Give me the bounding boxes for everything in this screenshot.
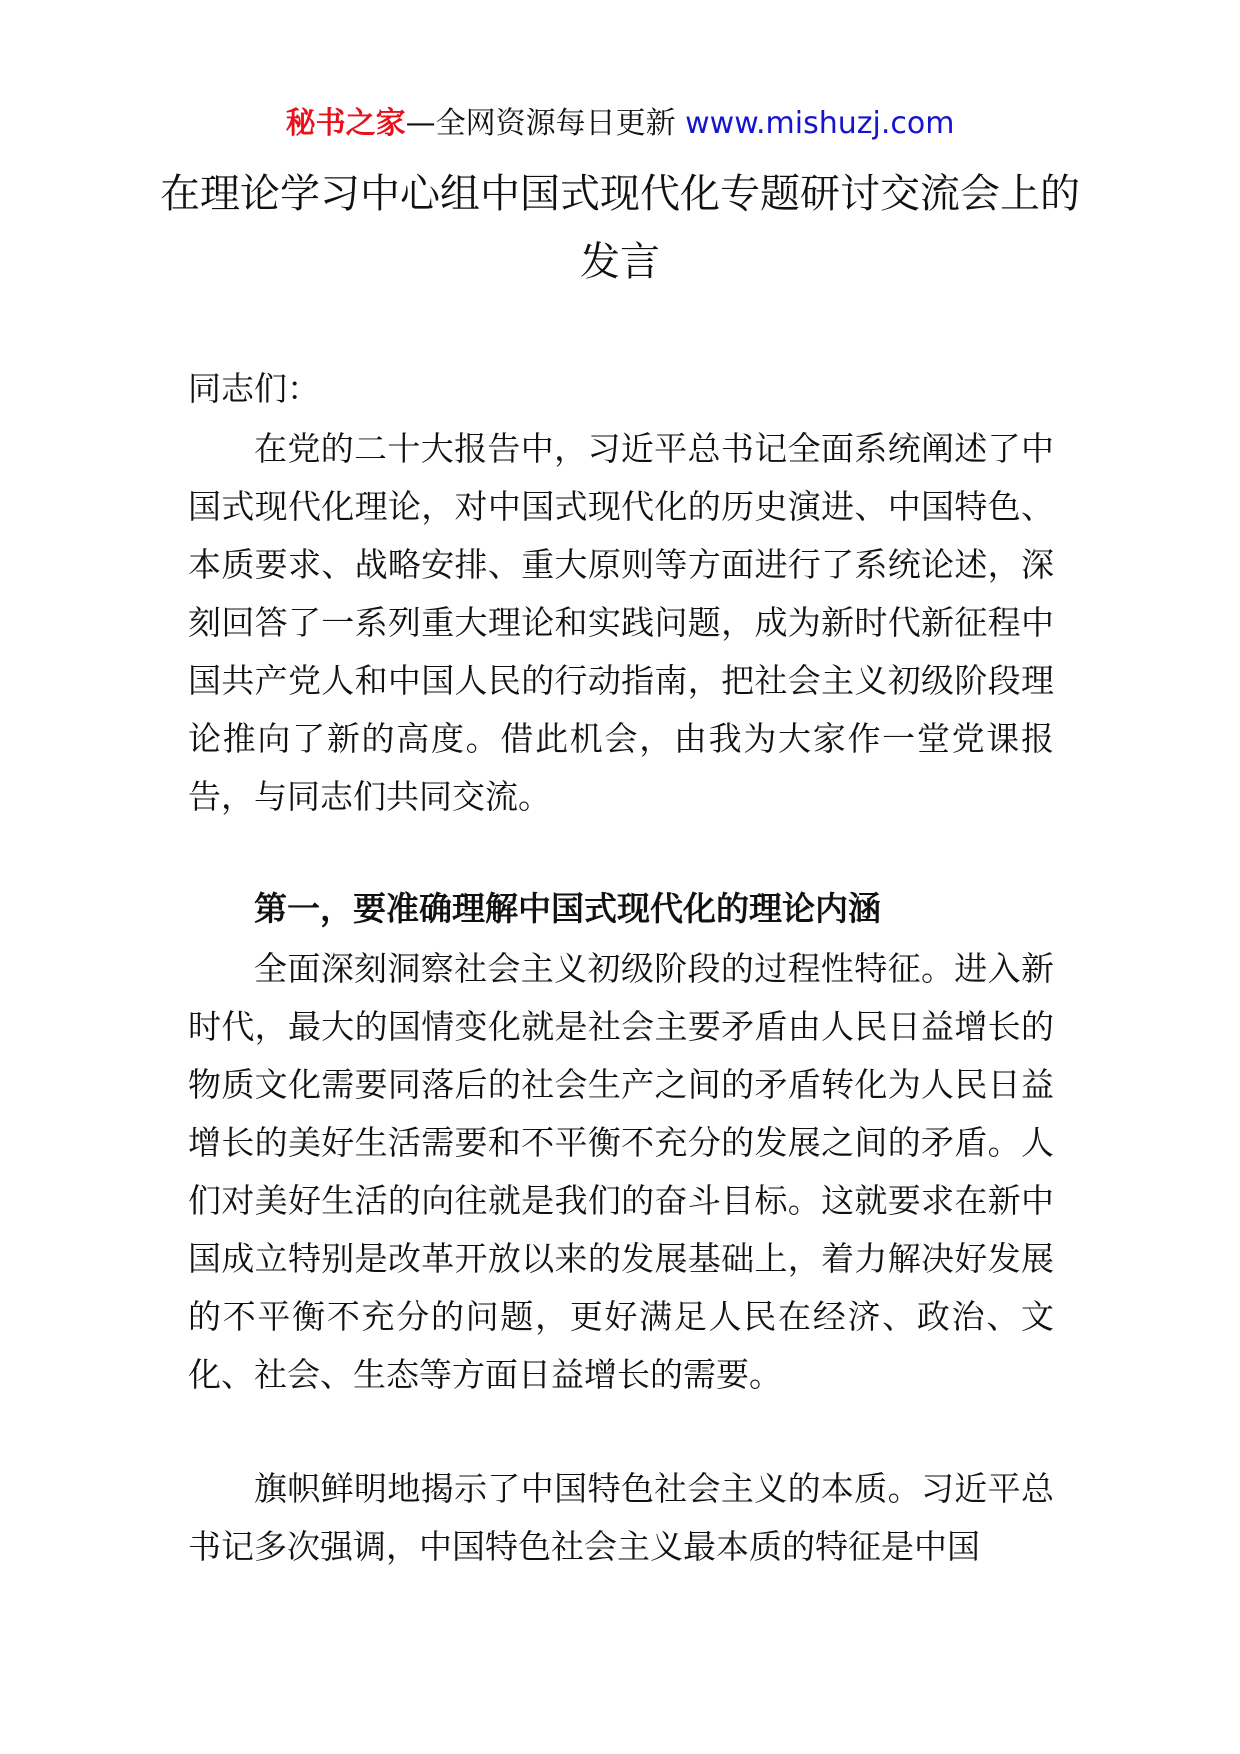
paragraph-section-1-a: 全面深刻洞察社会主义初级阶段的过程性特征。进入新时代，最大的国情变化就是社会主要矛盾由人民日益增长的物质文化需要同落后的社会生产之间的矛盾转化为人民日益增长的美好生活需要和不平衡不充分的发展之间的矛盾。人们对美好生活的向往就是我们的奋斗目标。这就要求在新中国成立特别是改革开放以来的发展基础上，着力解决好发展的不平衡不充分的问题，更好满足人民在经济、政治、文化、社会、生态等方面日益增长的需要。 (188, 949, 1054, 1394)
paragraph-section-1-b: 旗帜鲜明地揭示了中国特色社会主义的本质。习近平总书记多次强调，中国特色社会主义最本质的特征是中国 (188, 1469, 1054, 1566)
document-title: 在理论学习中心组中国式现代化专题研讨交流会上的发言 (160, 171, 1080, 285)
section-heading-1: 第一，要准确理解中国式现代化的理论内涵 (254, 889, 881, 928)
brand-name: 秘书之家 (285, 106, 406, 141)
site-url-link[interactable]: www.mishuzj.com (685, 106, 955, 141)
paragraph-intro: 在党的二十大报告中，习近平总书记全面系统阐述了中国式现代化理论，对中国式现代化的历史演进、中国特色、本质要求、战略安排、重大原则等方面进行了系统论述，深刻回答了一系列重大理论和实践问题，成为新时代新征程中国共产党人和中国人民的行动指南，把社会主义初级阶段理论推向了新的高度。借此机会，由我为大家作一堂党课报告，与同志们共同交流。 (188, 429, 1054, 816)
header-tagline: —全网资源每日更新 (405, 106, 686, 141)
salutation: 同志们： (188, 369, 320, 408)
site-header (0, 100, 1240, 148)
